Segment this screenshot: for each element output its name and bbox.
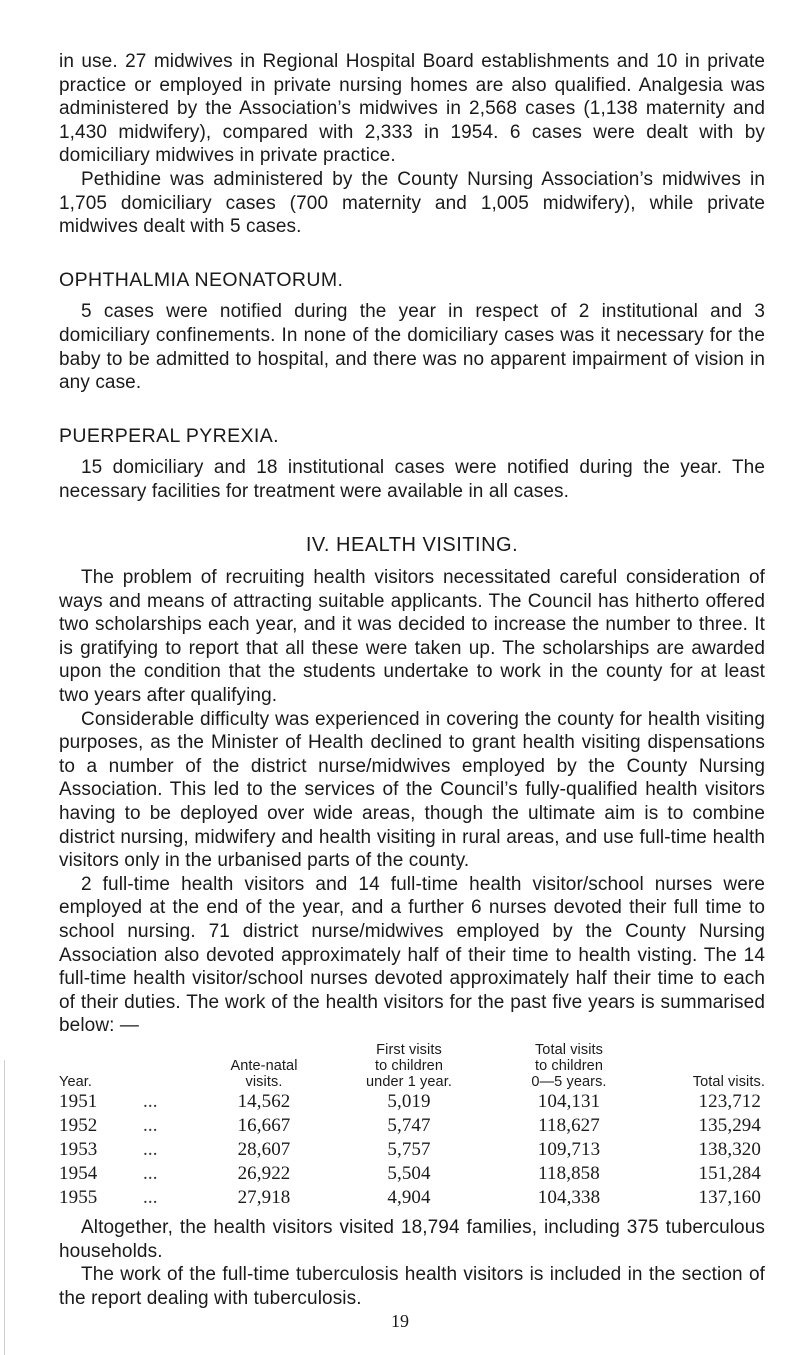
header-first-visits-line1: First visits xyxy=(376,1041,442,1058)
cell-total-children: 118,858 xyxy=(538,1162,600,1184)
paragraph-pethidine: Pethidine was administered by the County Nursing Association’s midwives in 1,705 domiciliary cases (700 maternity and 1,005 midwifery), while private midwives dealt with 5 cases. xyxy=(59,168,765,238)
cell-ante-natal: 16,667 xyxy=(237,1114,291,1136)
header-ante-natal xyxy=(199,1042,329,1090)
cell-dots: ... xyxy=(143,1138,158,1160)
page-number: 19 xyxy=(391,1311,409,1331)
paragraph-families: Altogether, the health visitors visited 18,794 families, including 375 tuberculous households. xyxy=(59,1216,765,1262)
header-year: Year. xyxy=(59,1073,93,1090)
cell-dots: ... xyxy=(143,1114,158,1136)
cell-total-children: 104,131 xyxy=(537,1090,601,1112)
header-total-children xyxy=(489,1042,649,1090)
paragraph-tuberculosis: The work of the full-time tuberculosis health visitors is included in the section of the report dealing with tuberculosis. xyxy=(59,1264,765,1309)
table-row xyxy=(59,1114,765,1138)
cell-first-visits: 5,747 xyxy=(387,1114,431,1136)
cell-total: 151,284 xyxy=(698,1162,761,1184)
paragraph-puerperal: 15 domiciliary and 18 institutional cases were notified during the year. The necessary facilities for treatment were available in all cases. xyxy=(59,457,765,502)
paragraph-analgesia: in use. 27 midwives in Regional Hospital Board establishments and 10 in private practice or employed in private nursing homes are also qualified. Analgesia was administered by the Association’s midwives in 2,568 cases (1,138 maternity and 1,430 midwifery), compared with 2,333 in 1954. 6 cases were dealt with by domiciliary midwives in private practice. xyxy=(59,51,765,167)
paragraph-staffing: 2 full-time health visitors and 14 full-time health visitor/school nurses were employed at the end of the year, and a further 6 nurses devoted their full time to school nursing. 71 district nurse/midwives employed by the County Nursing Association also devoted approximately half of their time to health visting. The 14 full-time health visitor/school nurses devoted approximately half their time to each of their duties. The work of the health visitors for the past five years is summarised below: — xyxy=(59,873,765,1037)
table-header-row xyxy=(59,1042,765,1090)
cell-first-visits: 5,504 xyxy=(387,1162,431,1184)
paragraph-ophthalmia: 5 cases were notified during the year in respect of 2 institutional and 3 domiciliary confinements. In none of the domiciliary cases was it necessary for the baby to be admitted to hospital, and there was no apparent impairment of vision in any case. xyxy=(59,301,765,394)
table-row xyxy=(59,1090,765,1114)
header-ante-natal-line1: Ante-natal xyxy=(230,1057,298,1074)
heading-health-visiting: IV. HEALTH VISITING. xyxy=(305,533,519,556)
heading-ophthalmia: OPHTHALMIA NEONATORUM. xyxy=(59,268,344,291)
table-row xyxy=(59,1162,765,1186)
cell-year: 1952 xyxy=(59,1114,98,1136)
header-total-children-line1: Total visits xyxy=(534,1041,604,1058)
cell-ante-natal: 28,607 xyxy=(237,1138,291,1160)
heading-puerperal: PUERPERAL PYREXIA. xyxy=(59,424,279,447)
cell-dots: ... xyxy=(143,1090,158,1112)
health-visits-table xyxy=(59,1042,765,1210)
cell-first-visits: 4,904 xyxy=(387,1186,431,1208)
cell-ante-natal: 27,918 xyxy=(237,1186,291,1208)
header-first-visits-line2: to children xyxy=(375,1057,443,1074)
cell-year: 1951 xyxy=(59,1090,98,1112)
cell-year: 1953 xyxy=(59,1138,98,1160)
cell-total-children: 118,627 xyxy=(538,1114,600,1136)
cell-total: 138,320 xyxy=(698,1138,761,1160)
cell-dots: ... xyxy=(143,1162,158,1184)
header-first-visits-line3: under 1 year. xyxy=(366,1073,452,1090)
paragraph-recruiting: The problem of recruiting health visitors necessitated careful consideration of ways and means of attracting suitable applicants. The Council has hitherto offered two scholarships each year, and it was decided to increase the number to three. It is gratifying to report that all these were taken up. The scholarships are awarded upon the condition that the students undertake to work in the county for at least two years after qualifying. xyxy=(59,567,765,707)
cell-first-visits: 5,019 xyxy=(387,1090,431,1112)
cell-total: 123,712 xyxy=(698,1090,761,1112)
cell-total: 135,294 xyxy=(698,1114,761,1136)
header-total-children-line3: 0—5 years. xyxy=(531,1073,607,1090)
cell-first-visits: 5,757 xyxy=(387,1138,431,1160)
paragraph-difficulty: Considerable difficulty was experienced in covering the county for health visiting purposes, as the Minister of Health declined to grant health visiting dispensations to a number of the district nurse/midwives employed by the County Nursing Association. This led to the services of the Council’s fully-qualified health visitors having to be deployed over wide areas, though the ultimate aim is to combine district nursing, midwifery and health visiting in rural areas, and use full-time health visitors only in the urbanised parts of the county. xyxy=(59,708,765,872)
cell-year: 1954 xyxy=(59,1162,98,1184)
cell-year: 1955 xyxy=(59,1186,98,1208)
document-page xyxy=(59,50,765,1310)
header-total: Total visits. xyxy=(692,1073,765,1090)
header-total-children-line2: to children xyxy=(535,1057,603,1074)
header-first-visits xyxy=(329,1042,489,1090)
cell-dots: ... xyxy=(143,1186,158,1208)
table-row xyxy=(59,1186,765,1210)
cell-total-children: 104,338 xyxy=(537,1186,601,1208)
cell-ante-natal: 26,922 xyxy=(237,1162,291,1184)
header-ante-natal-line2: visits. xyxy=(245,1073,283,1090)
table-row xyxy=(59,1138,765,1162)
cell-total: 137,160 xyxy=(698,1186,761,1208)
cell-ante-natal: 14,562 xyxy=(237,1090,291,1112)
cell-total-children: 109,713 xyxy=(537,1138,601,1160)
